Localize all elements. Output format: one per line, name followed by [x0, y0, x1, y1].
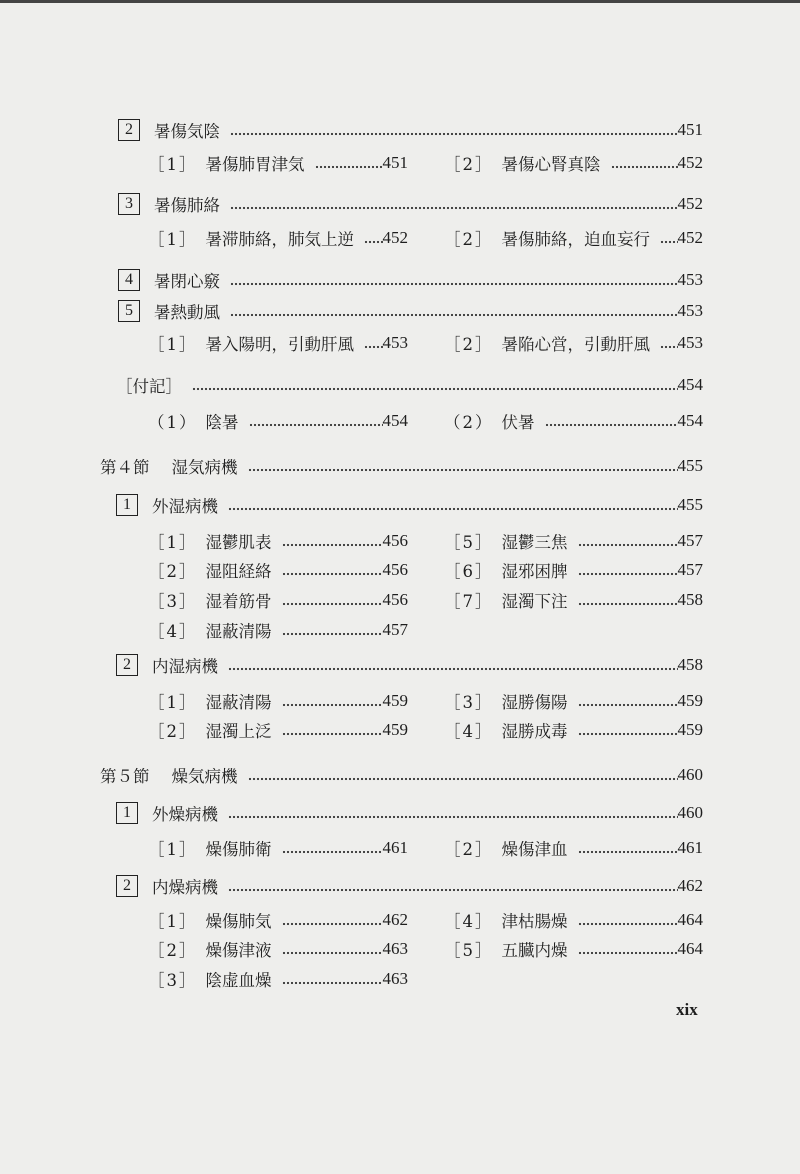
dot-leader	[578, 702, 678, 708]
toc-entry[interactable]	[118, 117, 703, 143]
page-ref: 460	[677, 803, 703, 822]
section-title: 燥気病機	[171, 767, 238, 786]
toc-subentry[interactable]	[148, 966, 408, 992]
page-ref: 451	[677, 120, 703, 139]
toc-subentry[interactable]	[148, 717, 408, 743]
dot-leader	[282, 731, 383, 737]
item-number-box: 2	[118, 119, 140, 141]
toc-subentry[interactable]	[148, 688, 408, 714]
dot-leader	[578, 731, 678, 737]
page-ref: 464	[677, 939, 703, 958]
page-ref: 461	[677, 838, 703, 857]
dot-leader	[578, 950, 678, 956]
toc-subentry[interactable]	[148, 835, 408, 861]
dot-leader	[660, 344, 678, 350]
dot-leader	[249, 422, 383, 428]
subitem-title: 湿濁上泛	[205, 722, 272, 741]
dot-leader	[282, 571, 383, 577]
subitem-title: 暑陥心営，引動肝風	[501, 335, 650, 354]
toc-subentry[interactable]	[444, 408, 703, 434]
toc-entry[interactable]	[118, 298, 703, 324]
page-ref: 462	[382, 910, 408, 929]
entry-title: 暑閉心竅	[154, 272, 220, 291]
entry-title: 外湿病機	[152, 497, 218, 516]
dot-leader	[282, 542, 383, 548]
subitem-number: ［2］	[148, 722, 198, 741]
subitem-title: 陰虚血燥	[205, 971, 272, 990]
subitem-number: ［2］	[148, 562, 198, 581]
toc-subentry[interactable]	[148, 225, 408, 251]
subitem-title: 燥傷津液	[205, 941, 272, 960]
subitem-number: ［1］	[148, 840, 198, 859]
toc-subentry[interactable]	[148, 907, 408, 933]
subitem-number: ［5］	[444, 941, 494, 960]
subitem-title: 湿勝傷陽	[501, 693, 568, 712]
page-ref: 459	[382, 691, 408, 710]
section-number: 第５節	[100, 767, 150, 786]
toc-subentry[interactable]	[444, 225, 703, 251]
dot-leader	[230, 312, 678, 318]
toc-section[interactable]	[100, 762, 703, 788]
toc-subentry[interactable]	[444, 150, 703, 176]
toc-subentry[interactable]	[148, 617, 408, 643]
toc-subentry[interactable]	[444, 936, 703, 962]
toc-subentry[interactable]	[444, 717, 703, 743]
item-number-box: 1	[116, 494, 138, 516]
subitem-number: ［4］	[444, 912, 494, 931]
section-number: 第４節	[100, 458, 150, 477]
subitem-number: ［1］	[148, 155, 198, 174]
subitem-number: ［4］	[148, 622, 198, 641]
toc-subentry[interactable]	[444, 528, 703, 554]
subitem-title: 暑傷肺胃津気	[205, 155, 305, 174]
subitem-number: ［7］	[444, 592, 494, 611]
page-ref: 457	[677, 531, 703, 550]
toc-subentry[interactable]	[148, 557, 408, 583]
subitem-title: 湿邪困脾	[501, 562, 568, 581]
subitem-title: 湿濁下注	[501, 592, 568, 611]
dot-leader	[282, 921, 383, 927]
entry-title: 内湿病機	[152, 657, 218, 676]
item-number-box: 4	[118, 269, 140, 291]
dot-leader	[282, 601, 383, 607]
dot-leader	[282, 849, 383, 855]
subitem-number: ［3］	[148, 971, 198, 990]
dot-leader	[282, 950, 383, 956]
subitem-title: 暑傷心腎真陰	[501, 155, 601, 174]
item-number-box: 5	[118, 300, 140, 322]
page-ref: 454	[677, 411, 703, 430]
page-ref: 453	[677, 333, 703, 352]
scan-edge	[0, 0, 800, 3]
page-ref: 455	[677, 456, 703, 475]
toc-subentry[interactable]	[444, 835, 703, 861]
entry-title: 内燥病機	[152, 878, 218, 897]
subitem-number: ［1］	[148, 533, 198, 552]
item-number-box: 2	[116, 875, 138, 897]
page-ref: 453	[677, 270, 703, 289]
subitem-number: ［2］	[444, 155, 494, 174]
subitem-title: 燥傷肺衛	[205, 840, 272, 859]
dot-leader	[660, 239, 678, 245]
page-ref: 457	[677, 560, 703, 579]
toc-subentry[interactable]	[148, 936, 408, 962]
subitem-title: 燥傷肺気	[205, 912, 272, 931]
page-ref: 453	[677, 301, 703, 320]
subitem-number: ［5］	[444, 533, 494, 552]
subitem-number: ［1］	[148, 912, 198, 931]
dot-leader	[315, 164, 383, 170]
page-ref: 451	[382, 153, 408, 172]
toc-subentry[interactable]	[444, 557, 703, 583]
dot-leader	[192, 386, 678, 392]
toc-subentry[interactable]	[444, 688, 703, 714]
toc-entry[interactable]	[118, 267, 703, 293]
subitem-number: ［1］	[148, 230, 198, 249]
subitem-number: ［3］	[148, 592, 198, 611]
page-ref: 464	[677, 910, 703, 929]
item-number-box: 2	[116, 654, 138, 676]
subitem-title: 暑入陽明，引動肝風	[205, 335, 354, 354]
page-ref: 463	[382, 969, 408, 988]
subitem-title: 暑滞肺絡，肺気上逆	[205, 230, 354, 249]
subitem-number: ［3］	[444, 693, 494, 712]
page-ref: 456	[382, 560, 408, 579]
subitem-number: ［1］	[148, 693, 198, 712]
toc-subentry[interactable]	[148, 150, 408, 176]
dot-leader	[228, 887, 678, 893]
dot-leader	[228, 506, 678, 512]
page-ref: 458	[677, 655, 703, 674]
page-ref: 454	[677, 375, 703, 394]
subitem-number: ［2］	[444, 230, 494, 249]
page-ref: 461	[382, 838, 408, 857]
subitem-title: 湿鬱肌表	[205, 533, 272, 552]
entry-title: 外燥病機	[152, 805, 218, 824]
subitem-title: 暑傷肺絡，迫血妄行	[501, 230, 650, 249]
toc-subentry[interactable]	[148, 408, 408, 434]
page-number: xix	[676, 1000, 698, 1019]
toc-subentry[interactable]	[444, 330, 703, 356]
dot-leader	[228, 666, 678, 672]
dot-leader	[578, 849, 678, 855]
toc-subentry[interactable]	[148, 587, 408, 613]
subitem-title: 湿勝成毒	[501, 722, 568, 741]
dot-leader	[282, 631, 383, 637]
subitem-title: 伏暑	[501, 413, 535, 432]
subitem-title: 湿鬱三焦	[501, 533, 568, 552]
subitem-number: ［1］	[148, 335, 198, 354]
page-ref: 459	[677, 691, 703, 710]
toc-appendix[interactable]	[116, 372, 703, 398]
subitem-title: 湿蔽清陽	[205, 622, 272, 641]
subitem-number: ［2］	[444, 335, 494, 354]
subitem-number: ［2］	[148, 941, 198, 960]
subitem-number: （2）	[444, 413, 494, 432]
entry-title: 暑傷肺絡	[154, 196, 220, 215]
page-ref: 453	[382, 333, 408, 352]
section-title: 湿気病機	[171, 458, 238, 477]
dot-leader	[230, 205, 678, 211]
subitem-title: 陰暑	[205, 413, 239, 432]
subitem-title: 湿蔽清陽	[205, 693, 272, 712]
page-ref: 452	[677, 153, 703, 172]
dot-leader	[545, 422, 678, 428]
page-ref: 459	[677, 720, 703, 739]
dot-leader	[578, 601, 678, 607]
subitem-title: 津枯腸燥	[501, 912, 568, 931]
dot-leader	[282, 702, 383, 708]
page-ref: 459	[382, 720, 408, 739]
item-number-box: 1	[116, 802, 138, 824]
dot-leader	[248, 467, 678, 473]
page-ref: 452	[382, 228, 408, 247]
page-ref: 456	[382, 590, 408, 609]
toc-entry[interactable]	[116, 800, 703, 826]
dot-leader	[578, 542, 678, 548]
entry-title: 暑熱動風	[154, 303, 220, 322]
subitem-number: （1）	[148, 413, 198, 432]
page-ref: 454	[382, 411, 408, 430]
subitem-number: ［6］	[444, 562, 494, 581]
subitem-title: 湿着筋骨	[205, 592, 272, 611]
entry-title: ［付記］	[116, 377, 182, 396]
item-number-box: 3	[118, 193, 140, 215]
dot-leader	[578, 571, 678, 577]
dot-leader	[230, 281, 678, 287]
subitem-title: 五臓内燥	[501, 941, 568, 960]
dot-leader	[248, 776, 678, 782]
toc-entry[interactable]	[118, 191, 703, 217]
page-ref: 456	[382, 531, 408, 550]
page-ref: 458	[677, 590, 703, 609]
page-ref: 463	[382, 939, 408, 958]
page-ref: 452	[677, 194, 703, 213]
toc-entry[interactable]	[116, 492, 703, 518]
page-ref: 452	[677, 228, 703, 247]
dot-leader	[282, 980, 383, 986]
dot-leader	[228, 814, 678, 820]
page-ref: 457	[382, 620, 408, 639]
page-ref: 462	[677, 876, 703, 895]
toc-subentry[interactable]	[444, 587, 703, 613]
dot-leader	[364, 239, 383, 245]
dot-leader	[578, 921, 678, 927]
toc-entry[interactable]	[116, 652, 703, 678]
toc-section[interactable]	[100, 453, 703, 479]
subitem-title: 燥傷津血	[501, 840, 568, 859]
toc-subentry[interactable]	[148, 330, 408, 356]
entry-title: 暑傷気陰	[154, 122, 220, 141]
subitem-number: ［4］	[444, 722, 494, 741]
subitem-title: 湿阻経絡	[205, 562, 272, 581]
dot-leader	[611, 164, 678, 170]
page-ref: 455	[677, 495, 703, 514]
toc-subentry[interactable]	[148, 528, 408, 554]
subitem-number: ［2］	[444, 840, 494, 859]
toc-entry[interactable]	[116, 873, 703, 899]
page-ref: 460	[677, 765, 703, 784]
toc-subentry[interactable]	[444, 907, 703, 933]
dot-leader	[230, 131, 678, 137]
dot-leader	[364, 344, 383, 350]
